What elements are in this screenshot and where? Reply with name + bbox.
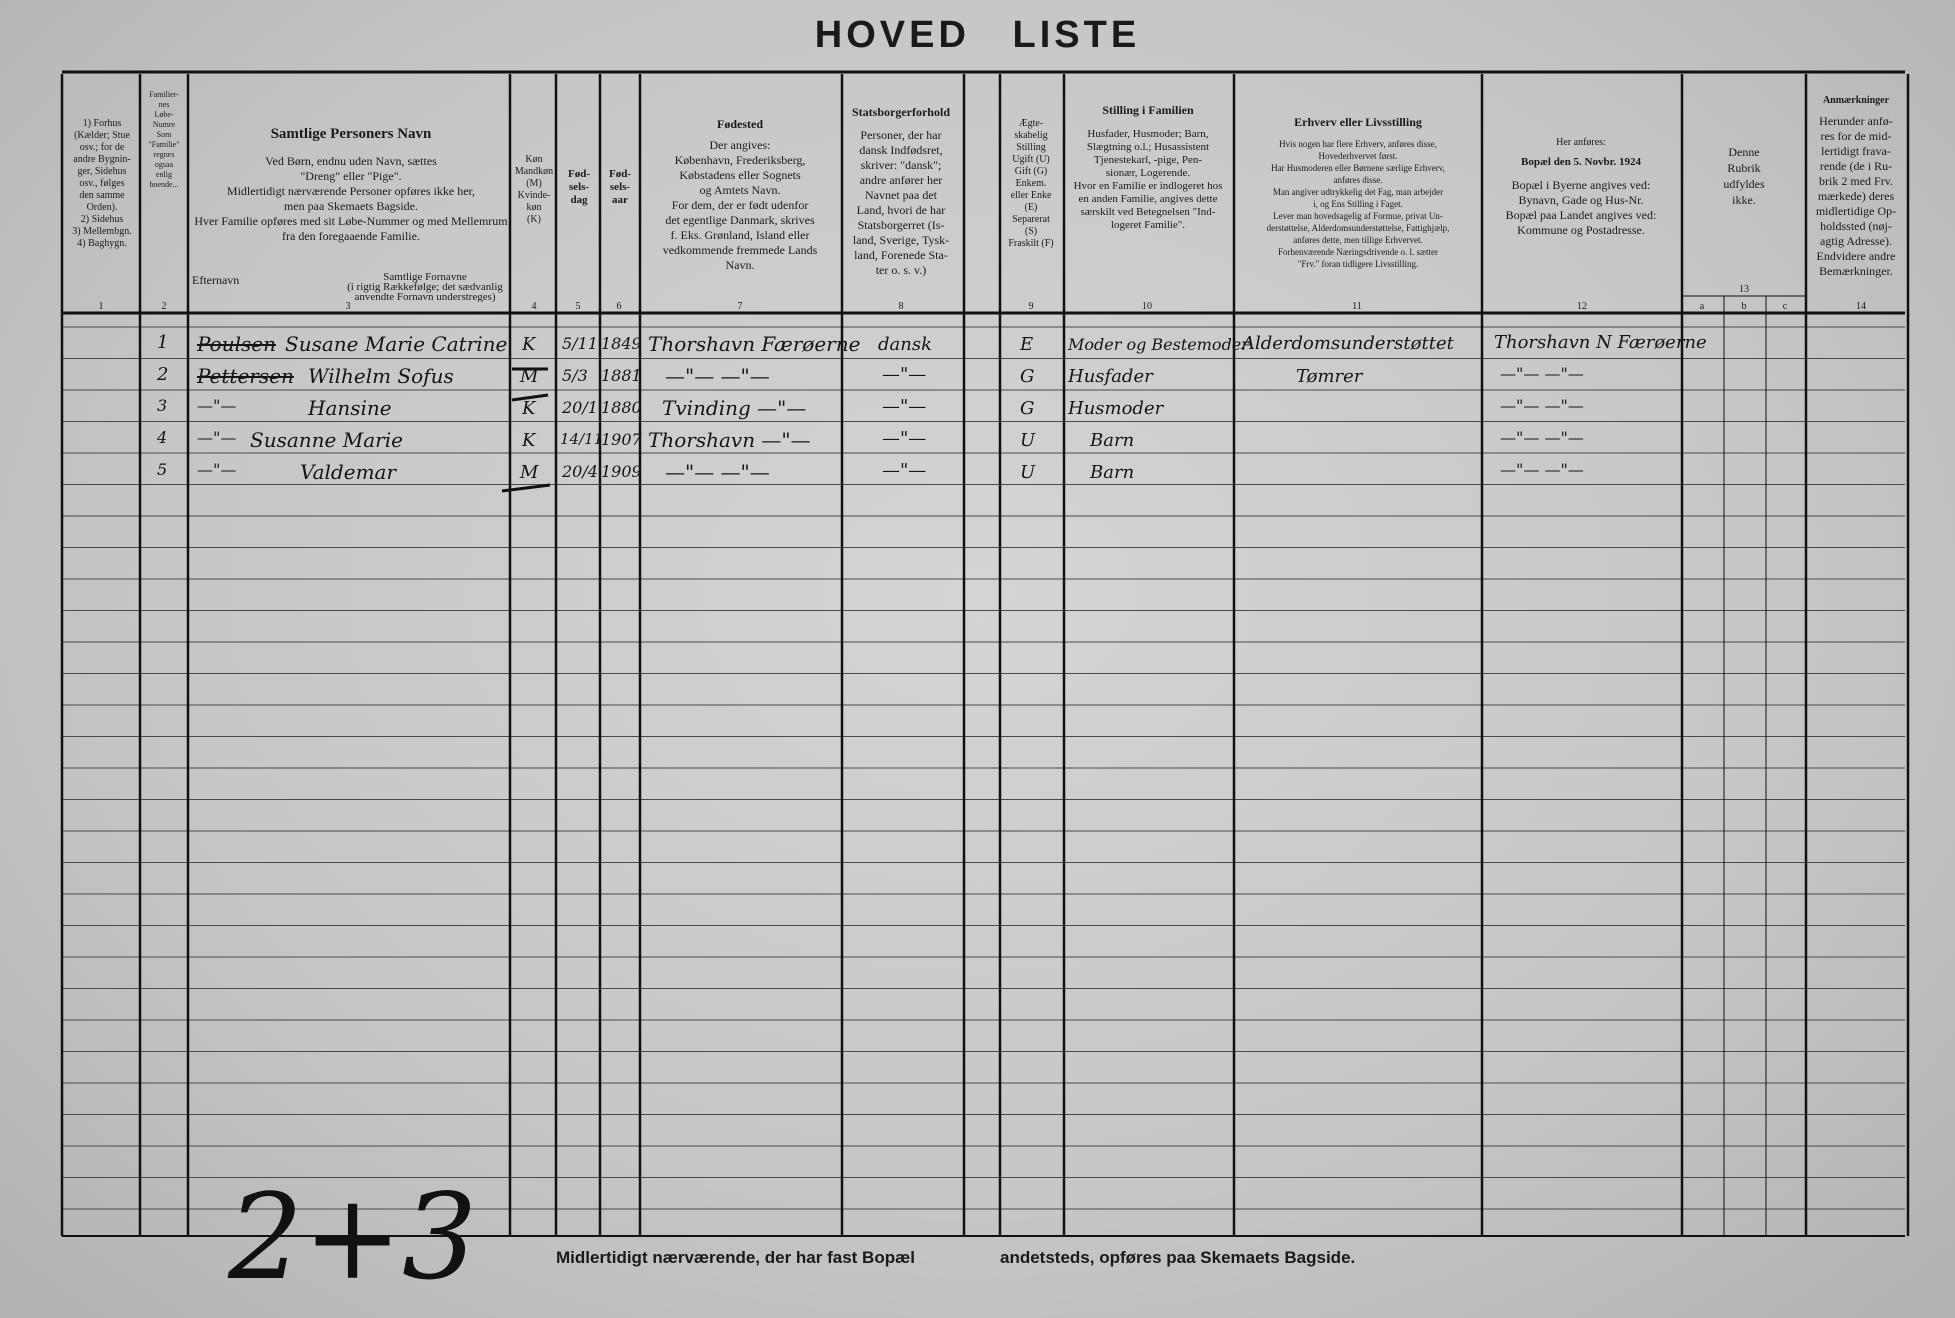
family-position: Husmoder xyxy=(1068,398,1164,419)
column-number: c xyxy=(1782,301,1788,312)
surname: Poulsen xyxy=(197,332,276,356)
surname: —"— xyxy=(197,428,237,447)
residence: —"— —"— xyxy=(1500,460,1584,479)
family-number: 1 xyxy=(157,332,169,353)
occupation: Tømrer xyxy=(1296,366,1363,387)
birth-day: 5/3 xyxy=(562,366,588,385)
column-number: b xyxy=(1741,301,1747,312)
surname: Pettersen xyxy=(197,364,294,388)
header-col3-surname: Efternavn xyxy=(192,274,240,287)
given-names: Hansine xyxy=(308,396,392,420)
column-number: 8 xyxy=(898,301,904,312)
family-number: 5 xyxy=(157,460,168,479)
header-col3-given-names: Samtlige Fornavne (i rigtig Rækkefølge; det sædvanlig anvendte Fornavn understreges) xyxy=(347,272,503,302)
header-col7-body: Der angives: København, Frederiksberg, Købstadens eller Sognets og Amtets Navn. For dem, der er født udenfor det egentlige Danmark, skrives f. Eks. Grønland, Island eller vedkommende fremmede Lands Navn. xyxy=(662,138,818,272)
citizenship: —"— xyxy=(882,460,927,481)
title-word-2: LISTE xyxy=(1012,14,1141,56)
header-col14-body: Herunder anfø- res for de mid- lertidigt frava- rende (de i Ru- brik 2 med Frv. mærkede) deres midlertidige Op- holdssted (nøj- agtig Adresse). Endvidere andre Bemærkninger. xyxy=(1815,114,1897,278)
surname: —"— xyxy=(197,460,237,479)
column-number: 6 xyxy=(616,301,622,312)
birthplace: Thorshavn —"— xyxy=(648,428,811,452)
birthplace: Thorshavn Færøerne xyxy=(648,332,861,356)
residence: Thorshavn N Færøerne xyxy=(1494,332,1707,353)
birthplace: —"— —"— xyxy=(665,364,770,388)
family-position: Husfader xyxy=(1068,366,1153,387)
birth-year: 1849 xyxy=(601,334,642,353)
residence: —"— —"— xyxy=(1500,428,1584,447)
birth-year: 1909 xyxy=(601,462,642,481)
column-number: 11 xyxy=(1352,301,1362,312)
sex: M xyxy=(520,462,539,483)
given-names: Valdemar xyxy=(300,460,397,484)
sex: K xyxy=(522,334,536,355)
header-col12-body: Bopæl i Byerne angives ved: Bynavn, Gade og Hus-Nr. Bopæl paa Landet angives ved: Kommune og Postadresse. xyxy=(1505,178,1657,237)
given-names: Susane Marie Catrine xyxy=(285,332,508,356)
marital-status: U xyxy=(1020,430,1036,451)
family-number: 3 xyxy=(157,396,168,415)
header-col12-title: Her anføres: xyxy=(1556,137,1606,148)
marital-status: G xyxy=(1020,366,1035,387)
birth-year: 1880 xyxy=(601,398,642,417)
header-col13: Denne Rubrik udfyldes ikke. xyxy=(1723,145,1765,207)
marital-status: G xyxy=(1020,398,1035,419)
column-number: 4 xyxy=(531,301,537,312)
column-number: 12 xyxy=(1577,301,1587,312)
marital-status: U xyxy=(1020,462,1036,483)
residence: —"— —"— xyxy=(1500,396,1584,415)
footer-note-left: Midlertidigt nærværende, der har fast Bopæl xyxy=(556,1248,915,1267)
given-names: Susanne Marie xyxy=(250,428,403,452)
column-number: 10 xyxy=(1142,301,1152,312)
sex: K xyxy=(522,430,536,451)
header-col7-title: Fødested xyxy=(717,118,763,131)
header-col11-title: Erhverv eller Livsstilling xyxy=(1294,116,1422,129)
header-col3-title: Samtlige Personers Navn xyxy=(270,128,432,141)
residence: —"— —"— xyxy=(1500,364,1584,383)
citizenship: dansk xyxy=(878,334,932,355)
birthplace: —"— —"— xyxy=(665,460,770,484)
birthplace: Tvinding —"— xyxy=(662,396,807,420)
column-number: 2 xyxy=(161,301,167,312)
marital-status: E xyxy=(1020,334,1034,355)
header-col5-day: Fød- sels- dag xyxy=(568,168,590,206)
given-names: Wilhelm Sofus xyxy=(308,364,454,388)
header-col12-date: Bopæl den 5. Novbr. 1924 xyxy=(1520,156,1641,168)
header-col8-body: Personer, der har dansk Indfødsret, skriver: "dansk"; andre anfører her Navnet paa det Land, hvori de har Statsborgerret (Is- land, Sverige, Tysk- land, Forenede Sta- ter o. s. v.) xyxy=(852,128,950,277)
header-col11-body: Hvis nogen har flere Erhverv, anføres disse, Hovederhvervet først. Har Husmoderen eller Børnene særlige Erhverv, anføres disse. Man angiver udtrykkelig det Fag, man arbejder i, og Ens Stilling i Faget. Lever man hovedsagelig af Formue, privat Un- derstøttelse, Alderdomsunderstøttelse, Fattighjælp, anføres dette, men tillige Erhvervet. Forhenværende Næringsdrivende o. l. sætter "Frv." foran tidligere Livsstilling. xyxy=(1266,139,1450,269)
citizenship: —"— xyxy=(882,364,927,385)
family-position: Moder og Bestemoder xyxy=(1068,335,1249,354)
header-col1: 1) Forhus (Kælder; Stue osv.; for de andre Bygnin- ger, Sidehus osv., følges den samme Orden). 2) Sidehus 3) Mellembgn. 4) Baghygn. xyxy=(72,118,132,249)
birth-day: 14/11 xyxy=(560,430,604,448)
title-word-1: HOVED xyxy=(814,14,970,56)
birth-day: 20/4 xyxy=(562,462,598,481)
header-col8-title: Statsborgerforhold xyxy=(852,106,950,119)
column-number: 14 xyxy=(1856,301,1866,312)
birth-year: 1907 xyxy=(601,430,642,449)
surname: —"— xyxy=(197,396,237,415)
column-number: 7 xyxy=(737,301,743,312)
header-col2: Familier- nes Løbe- Numre Som "Familie" regnes ogsaa enlig boende... xyxy=(148,90,180,189)
column-number: 5 xyxy=(575,301,581,312)
citizenship: —"— xyxy=(882,396,927,417)
sex: M xyxy=(520,366,539,387)
family-number: 2 xyxy=(157,364,169,385)
column-number: 9 xyxy=(1028,301,1034,312)
header-col4-sex: Køn Mandkøn (M) Kvinde- køn (K) xyxy=(514,154,554,225)
family-position: Barn xyxy=(1090,462,1135,483)
occupation: Alderdomsunderstøttet xyxy=(1242,333,1454,354)
birth-year: 1881 xyxy=(601,366,642,385)
family-number: 4 xyxy=(157,428,168,447)
citizenship: —"— xyxy=(882,428,927,449)
birth-day: 20/1 xyxy=(562,398,598,417)
column-number: a xyxy=(1699,301,1705,312)
family-position: Barn xyxy=(1090,430,1135,451)
header-col14-title: Anmærkninger xyxy=(1822,95,1890,106)
header-col10-title: Stilling i Familien xyxy=(1102,104,1194,117)
header-col9-marital: Ægte- skabelig Stilling Ugift (U) Gift (G) Enkem. eller Enke (E) Separerat (S) Fraskilt (F) xyxy=(1008,118,1054,249)
column-number-13: 13 xyxy=(1739,284,1749,295)
footer-note-right: andetsteds, opføres paa Skemaets Bagside. xyxy=(1000,1248,1356,1267)
column-number: 3 xyxy=(345,301,351,312)
sex: K xyxy=(522,398,536,419)
header-col3-body: Ved Børn, endnu uden Navn, sættes "Dreng" eller "Pige". Midlertidigt nærværende Personer opføres ikke her, men paa Skemaets Bagside. Hver Familie opføres med sit Løbe-Nummer og med Mellemrum fra den foregaaende Familie. xyxy=(194,154,508,243)
header-col10-body: Husfader, Husmoder; Barn, Slægtning o.l.; Husassistent Tjenestekarl, -pige, Pen- sionær, Logerende. Hvor en Familie er indlogeret hos en anden Familie, angives dette særskilt ved Betegnelsen "Ind- logeret Familie". xyxy=(1073,128,1223,231)
pencil-tally: 2+3 xyxy=(228,1168,478,1306)
header-col6-year: Fød- sels- aar xyxy=(609,168,631,206)
column-number: 1 xyxy=(98,301,104,312)
birth-day: 5/11 xyxy=(562,334,598,353)
